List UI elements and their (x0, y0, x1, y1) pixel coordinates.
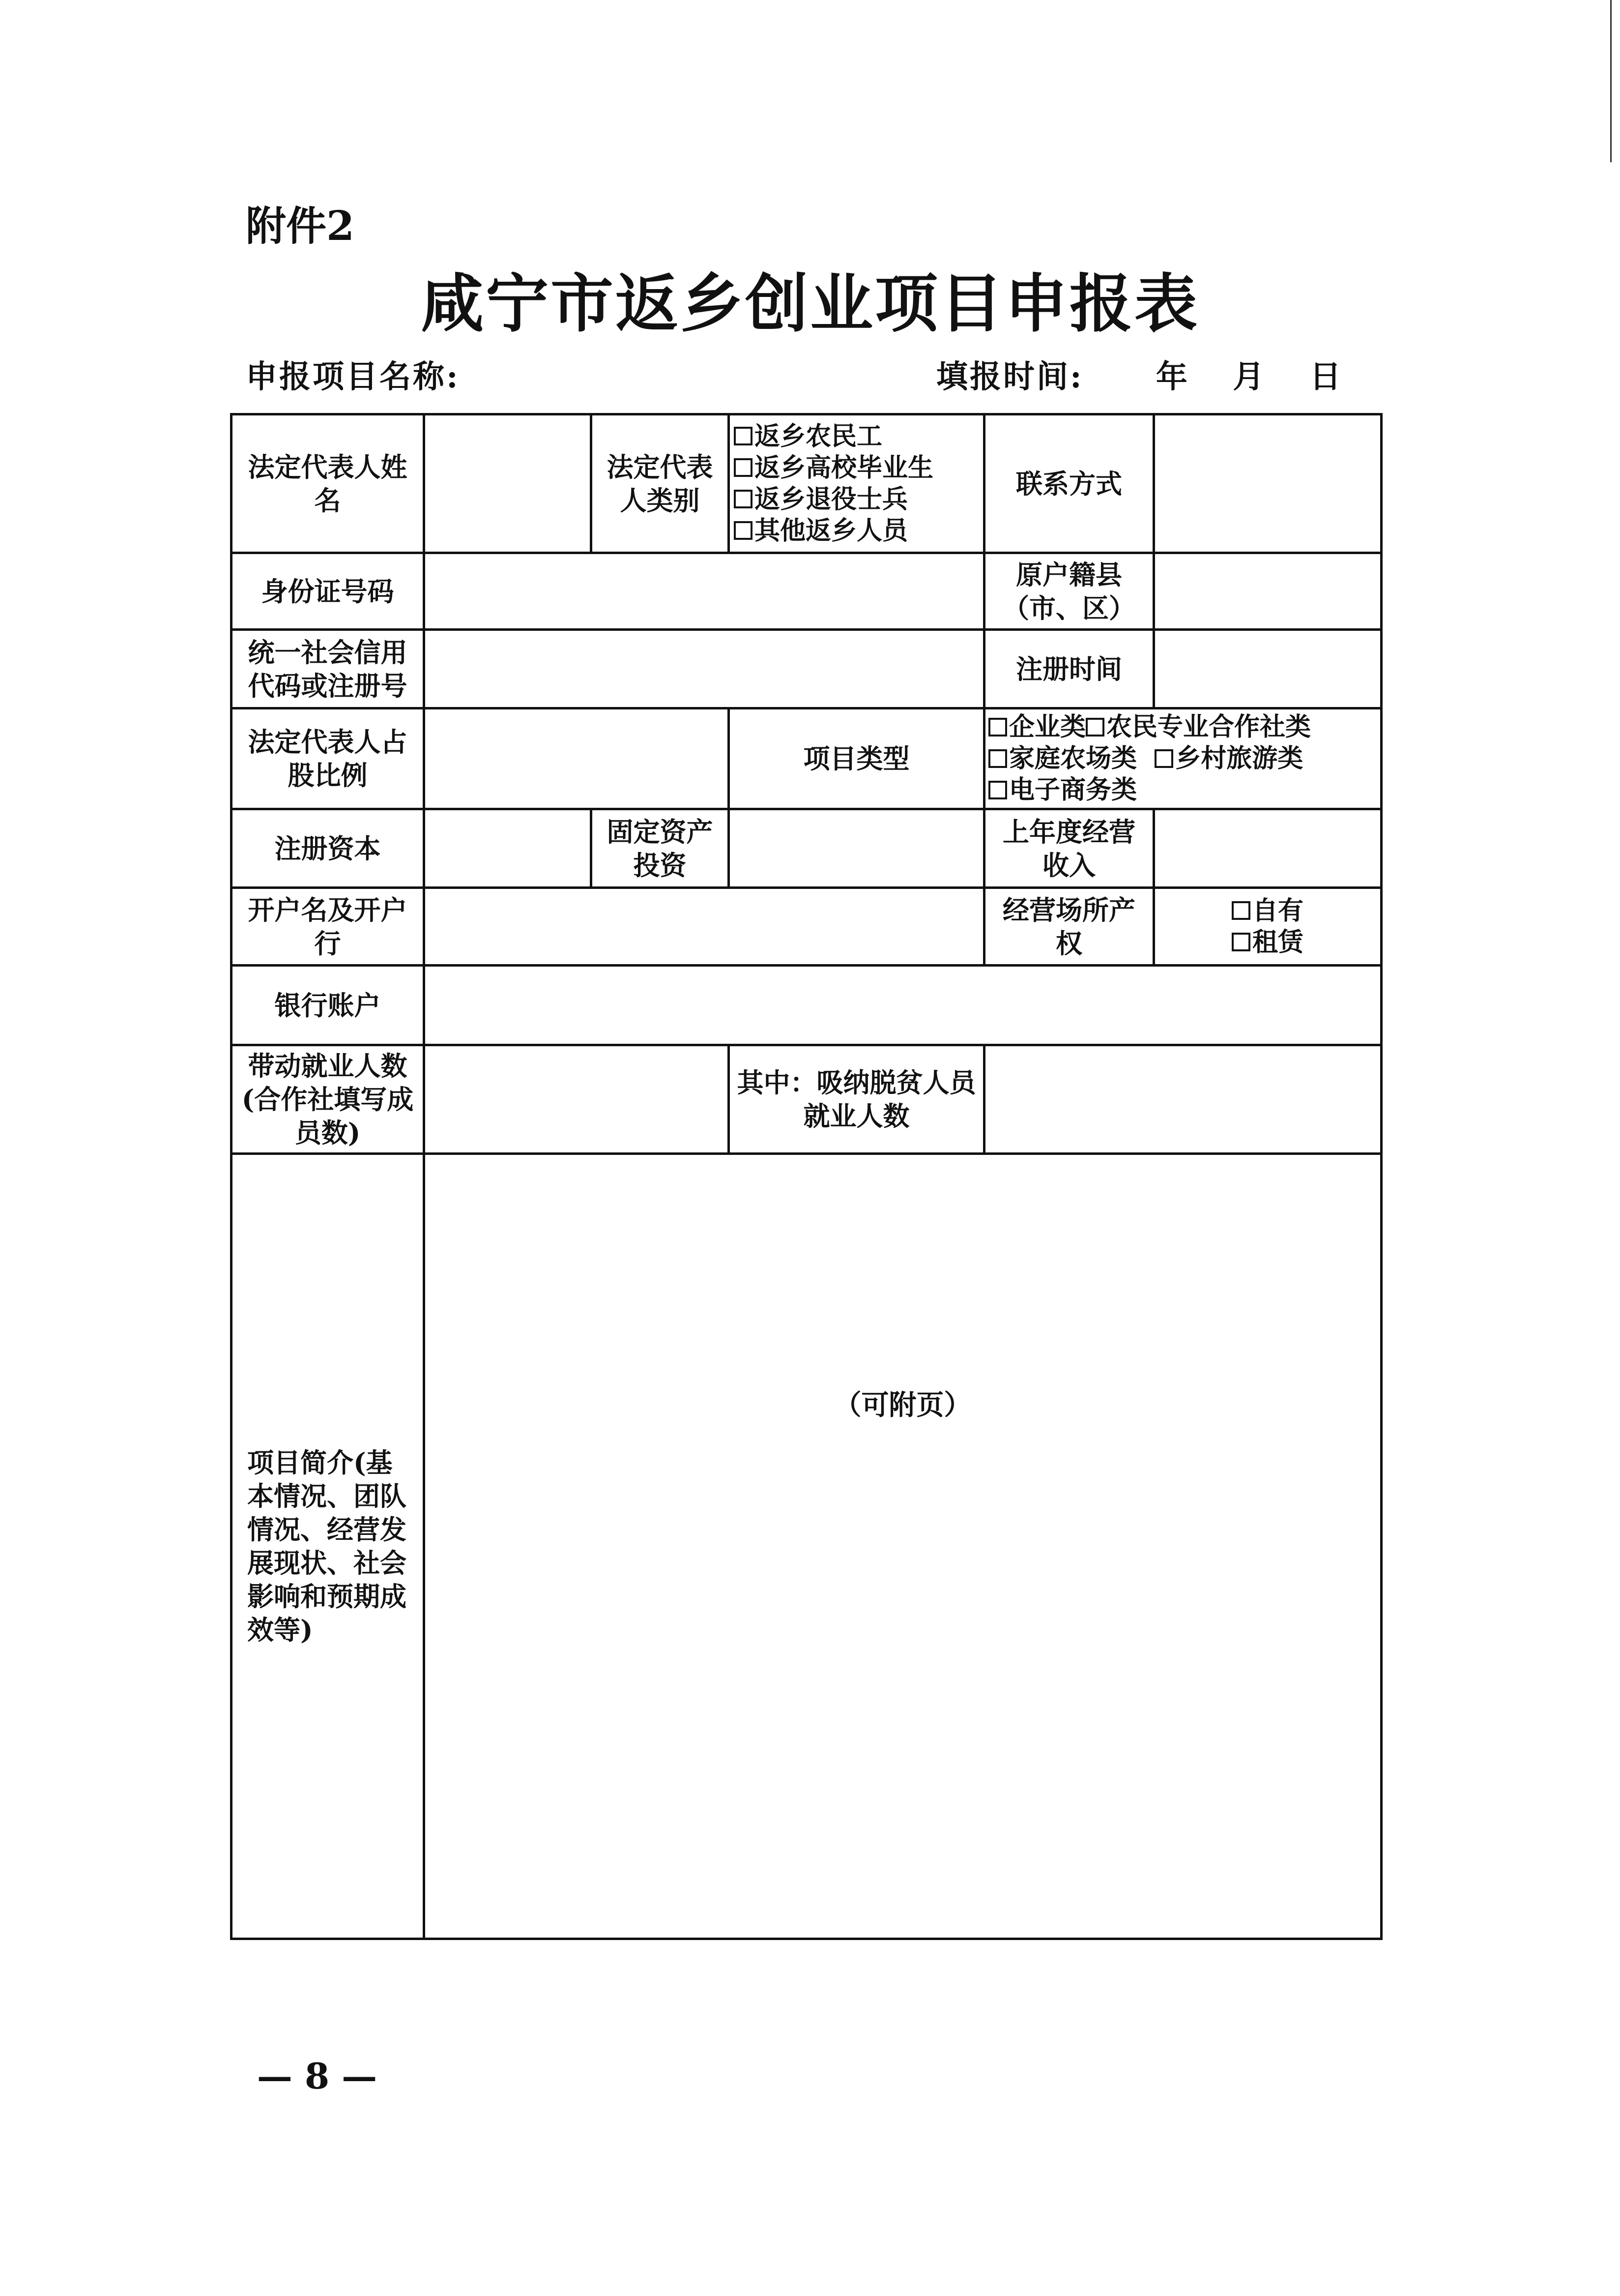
rep-type-option[interactable]: 返乡农民工 (734, 421, 979, 452)
checkbox-icon[interactable] (734, 427, 752, 445)
id-number-field[interactable] (424, 553, 984, 630)
jobs-field[interactable] (424, 1045, 729, 1154)
bank-account-field[interactable] (424, 966, 1382, 1045)
venue-option[interactable]: 租赁 (1159, 927, 1376, 958)
project-type-label: 项目类型 (729, 708, 984, 809)
checkbox-icon[interactable] (734, 521, 752, 540)
checkbox-icon[interactable] (734, 458, 752, 477)
poverty-jobs-label: 其中：吸纳脱贫人员就业人数 (729, 1045, 984, 1154)
row-account (231, 888, 1382, 966)
intro-field[interactable] (424, 1154, 1382, 1939)
checkbox-icon[interactable] (988, 718, 1007, 736)
fixed-asset-label: 固定资产投资 (591, 809, 729, 888)
credit-code-field[interactable] (424, 630, 984, 708)
project-type-line (988, 711, 1377, 743)
rep-type-option[interactable]: 返乡退役士兵 (734, 484, 979, 515)
intro-label: 项目简介(基本情况、团队情况、经营发展现状、社会影响和预期成效等) (231, 1154, 424, 1939)
share-ratio-field[interactable] (424, 708, 729, 809)
project-type-option[interactable]: 企业类 (988, 712, 1086, 742)
rep-type-options (729, 414, 984, 553)
checkbox-icon[interactable] (988, 749, 1007, 768)
origin-county-label: 原户籍县（市、区） (984, 553, 1154, 630)
reg-time-field[interactable] (1154, 630, 1382, 708)
account-name-label: 开户名及开户行 (231, 888, 424, 966)
checkbox-icon[interactable] (988, 781, 1007, 799)
checkbox-icon[interactable] (1232, 933, 1250, 951)
intro-note: （可附页） (834, 1389, 972, 1421)
checkbox-icon[interactable] (1232, 901, 1250, 920)
fill-time (936, 352, 1358, 397)
fill-time-label: 填报时间: (936, 358, 1084, 395)
scan-edge-line (1610, 0, 1612, 162)
project-type-option[interactable]: 家庭农场类 (988, 743, 1137, 773)
project-type-line (988, 743, 1377, 774)
checkbox-icon[interactable] (734, 490, 752, 508)
application-form-table (230, 413, 1383, 1940)
project-type-option[interactable]: 乡村旅游类 (1155, 743, 1303, 773)
project-name-label: 申报项目名称: (246, 358, 460, 395)
day-label: 日 (1309, 358, 1343, 395)
rep-name-label: 法定代表人姓名 (231, 414, 424, 553)
project-type-options (984, 708, 1382, 809)
project-type-line (988, 774, 1377, 806)
row-credit (231, 630, 1382, 708)
last-year-income-field[interactable] (1154, 809, 1382, 888)
row-share (231, 708, 1382, 809)
credit-code-label: 统一社会信用代码或注册号 (231, 630, 424, 708)
row-intro (231, 1154, 1382, 1939)
jobs-label: 带动就业人数(合作社填写成员数) (231, 1045, 424, 1154)
venue-option[interactable]: 自有 (1159, 895, 1376, 927)
row-rep (231, 414, 1382, 553)
row-id (231, 553, 1382, 630)
rep-type-label: 法定代表人类别 (591, 414, 729, 553)
account-name-field[interactable] (424, 888, 984, 966)
row-bank (231, 966, 1382, 1045)
month-label: 月 (1233, 358, 1267, 395)
form-title: 咸宁市返乡创业项目申报表 (420, 267, 1199, 341)
contact-label: 联系方式 (984, 414, 1154, 553)
reg-capital-label: 注册资本 (231, 809, 424, 888)
last-year-income-label: 上年度经营收入 (984, 809, 1154, 888)
rep-name-field[interactable] (424, 414, 591, 553)
reg-time-label: 注册时间 (984, 630, 1154, 708)
bank-account-label: 银行账户 (231, 966, 424, 1045)
venue-options (1154, 888, 1382, 966)
page-number: — 8 — (257, 2055, 377, 2097)
project-type-option[interactable]: 农民专业合作社类 (1086, 712, 1311, 742)
contact-field[interactable] (1154, 414, 1382, 553)
year-label: 年 (1156, 358, 1189, 395)
rep-type-option[interactable]: 返乡高校毕业生 (734, 452, 979, 484)
checkbox-icon[interactable] (1155, 749, 1173, 768)
attachment-label: 附件2 (246, 203, 355, 250)
row-jobs (231, 1045, 1382, 1154)
reg-capital-field[interactable] (424, 809, 591, 888)
checkbox-icon[interactable] (1086, 718, 1104, 736)
poverty-jobs-field[interactable] (984, 1045, 1382, 1154)
rep-type-option[interactable]: 其他返乡人员 (734, 515, 979, 547)
share-ratio-label: 法定代表人占股比例 (231, 708, 424, 809)
origin-county-field[interactable] (1154, 553, 1382, 630)
row-capital (231, 809, 1382, 888)
id-number-label: 身份证号码 (231, 553, 424, 630)
fixed-asset-field[interactable] (729, 809, 984, 888)
venue-property-label: 经营场所产权 (984, 888, 1154, 966)
project-type-option[interactable]: 电子商务类 (988, 775, 1137, 805)
